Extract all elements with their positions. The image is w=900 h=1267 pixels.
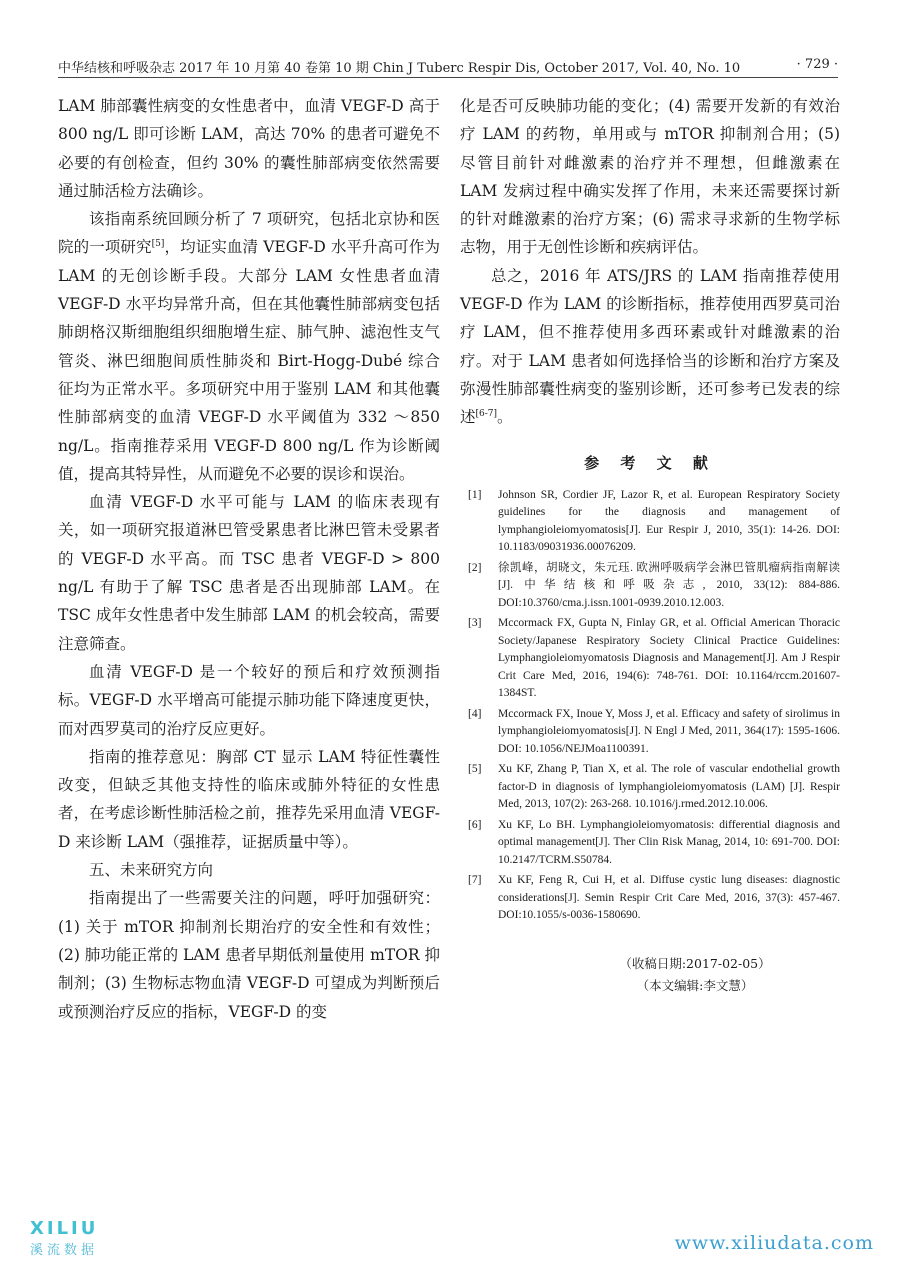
paragraph: LAM 肺部囊性病变的女性患者中，血清 VEGF-D 高于 800 ng/L 即可诊断 LAM，高达 70% 的患者可避免不必要的有创检查，但约 30% 的囊性肺部病变依然需要通过肺活检方法确诊。 xyxy=(58,97,440,200)
paragraph: 指南提出了一些需要关注的问题，呼吁加强研究：(1) 关于 mTOR 抑制剂长期治疗的安全性和有效性；(2) 肺功能正常的 LAM 患者早期低剂量使用 mTOR 抑制剂；(3) 生物标志物血清 VEGF-D 可望成为判断预后或预测治疗反应的指标，VEGF-D 的变 xyxy=(58,889,440,1021)
paragraph: 血清 VEGF-D 是一个较好的预后和疗效预测指标。VEGF-D 水平增高可能提示肺功能下降速度更快，而对西罗莫司的治疗反应更好。 xyxy=(58,662,440,738)
journal-citation: 中华结核和呼吸杂志 2017 年 10 月第 40 卷第 10 期 Chin J Tuberc Respir Dis, October 2017, Vol. 40, No. 10 xyxy=(58,61,741,76)
paragraph: 血清 VEGF-D 水平可能与 LAM 的临床表现有关，如一项研究报道淋巴管受累患者比淋巴管未受累者的 VEGF-D 水平高。而 TSC 患者 VEGF-D > 800 ng/L 有助于了解 TSC 患者是否出现肺部 LAM。在 TSC 成年女性患者中发生肺部 LAM 的机会较高，需要注意筛查。 xyxy=(58,493,440,653)
reference-item: [1] Johnson SR, Cordier JF, Lazor R, et al. European Respiratory Society guidelines for the diagnosis and management of lymphangioleiomyomatosis[J]. Eur Respir J, 2010, 35(1): 14-26. DOI: 10.1183/09031936.00076209. xyxy=(468,488,840,554)
section-heading: 五、未来研究方向 xyxy=(89,861,214,880)
citation: [6-7] xyxy=(475,409,498,420)
references-heading: 参 考 文 献 xyxy=(584,453,716,472)
paragraph: 化是否可反映肺功能的变化；(4) 需要开发新的有效治疗 LAM 的药物，单用或与 mTOR 抑制剂合用；(5) 尽管目前针对雌激素的治疗并不理想，但雌激素在 LAM 发病过程中确实发挥了作用，未来还需要探讨新的针对雌激素的治疗方案；(6) 需求寻求新的生物学标志物，用于无创性诊断和疾病评估。 xyxy=(460,97,840,257)
reference-item: [7] Xu KF, Feng R, Cui H, et al. Diffuse cystic lung diseases: diagnostic considerations[J]. Semin Respir Crit Care Med, 2016, 37(3): 457-467. DOI:10.1055/s-0036-1580690. xyxy=(468,874,840,922)
reference-item: [4] Mccormack FX, Inoue Y, Moss J, et al. Efficacy and safety of sirolimus in lymphangioleiomyomatosis[J]. N Engl J Med, 2011, 364(17): 1595-1606. DOI: 10.1056/NEJMoa1100391. xyxy=(468,707,840,755)
xiliu-logo xyxy=(30,1218,140,1260)
received-date: （收稿日期:2017-02-05） （本文编辑:李文慧） xyxy=(460,953,840,997)
reference-item: [2] 徐凯峰，胡晓文，朱元珏. 欧洲呼吸病学会淋巴管肌瘤病指南解读[J]. 中华结核和呼吸杂志, 2010, 33(12): 884-886. DOI:10.3760/cma.j.issn.1001-0939.2010.12.003. xyxy=(468,561,840,609)
reference-item: [3] Mccormack FX, Gupta N, Finlay GR, et al. Official American Thoracic Society/Japanese Respiratory Society Clinical Practice Guidelines: Lymphangioleiomyomatosis Diagnosis and Management[J]. Am J Respir Crit Care Med, 2016, 194(6): 748-761. DOI: 10.1164/rccm.201607-1384ST. xyxy=(468,617,840,700)
page-header xyxy=(58,55,838,78)
reference-item: [6] Xu KF, Lo BH. Lymphangioleiomyomatosis: differential diagnosis and optimal management[J]. Ther Clin Risk Manag, 2014, 10: 691-700. DOI: 10.2147/TCRM.S50784. xyxy=(468,818,840,866)
paragraph: 该指南系统回顾分析了 7 项研究，包括北京协和医院的一项研究[5]，均证实血清 VEGF-D 水平升高可作为 LAM 的无创诊断手段。大部分 LAM 女性患者血清 VEGF-D 水平均异常升高，但在其他囊性肺部病变包括肺朗格汉斯细胞组织细胞增生症、肺气肿、滤泡性支气管炎、淋巴细胞间质性肺炎和 Birt-Hogg-Dubé 综合征均为正常水平。多项研究中用于鉴别 LAM 和其他囊性肺部病变的血清 VEGF-D 水平阈值为 332 ～850 ng/L。指南推荐采用 VEGF-D 800 ng/L 作为诊断阈值，提高其特异性，从而避免不必要的误诊和误治。 xyxy=(58,210,440,483)
citation: [5] xyxy=(151,239,165,250)
logo-text-en: XILIU xyxy=(30,1218,99,1239)
paragraph: 指南的推荐意见：胸部 CT 显示 LAM 特征性囊性改变，但缺乏其他支持性的临床或肺外特征的女性患者，在考虑诊断性肺活检之前，推荐先采用血清 VEGF-D 来诊断 LAM（强推荐，证据质量中等）。 xyxy=(58,747,440,851)
reference-item: [5] Xu KF, Zhang P, Tian X, et al. The role of vascular endothelial growth factor-D in diagnosis of lymphangioleiomyomatosis (LAM) [J]. Respir Med, 2013, 107(2): 263-268. 10.1016/j.rmed.2012.10.006. xyxy=(468,763,840,811)
page-number: · 729 · xyxy=(796,57,838,72)
editor-note: （本文编辑:李文慧） xyxy=(636,977,754,993)
left-column xyxy=(58,92,440,1026)
logo-text-cn: 溪流数据 xyxy=(30,1243,99,1258)
reference-list xyxy=(460,487,840,925)
footer-url: www.xiliudata.com xyxy=(674,1232,874,1254)
paragraph: 总之，2016 年 ATS/JRS 的 LAM 指南推荐使用 VEGF-D 作为 LAM 的诊断指标，推荐使用西罗莫司治疗 LAM，但不推荐使用多西环素或针对雌激素的治疗。对于 LAM 患者如何选择恰当的诊断和治疗方案及弥漫性肺部囊性病变的鉴别诊断，还可参考已发表的综述[6-7]。 xyxy=(460,266,840,427)
right-column xyxy=(460,92,840,997)
